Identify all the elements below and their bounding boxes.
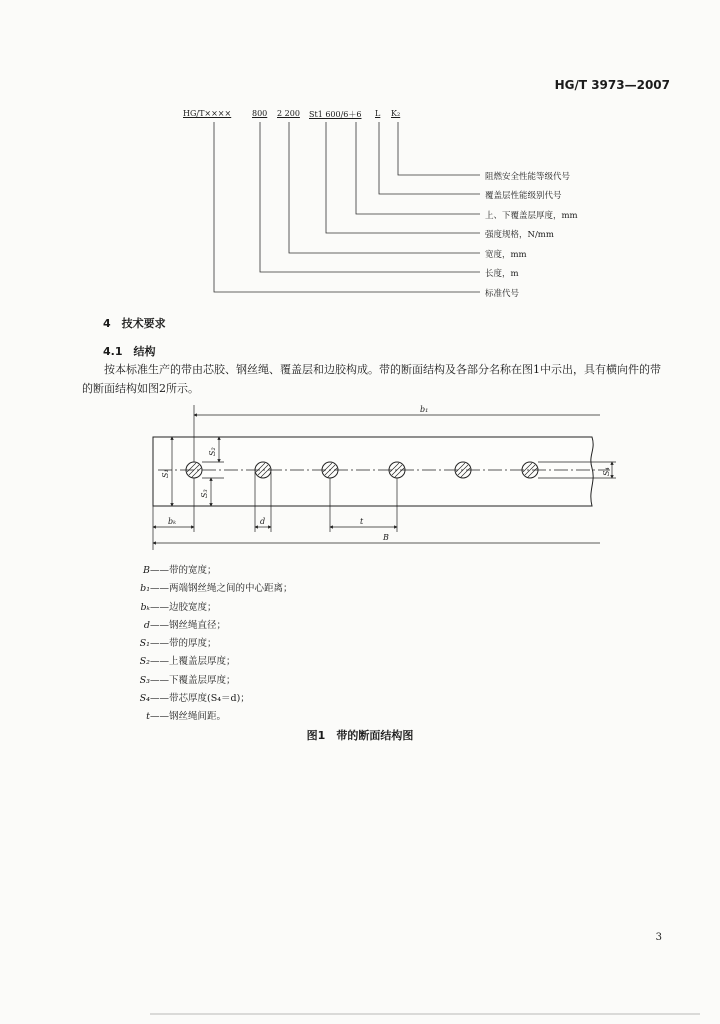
dim-t: t: [360, 517, 364, 526]
definition-item: t——钢丝绳间距。: [146, 711, 227, 723]
figure-caption: 图1 带的断面结构图: [306, 729, 414, 742]
code-standard: HG/T××××: [183, 109, 232, 118]
section-4-1-paragraph: 按本标准生产的带由芯胶、钢丝绳、覆盖层和边胶构成。带的断面结构及各部分名称在图1中示出，具有横向件的带的断面结构如图2所示。: [82, 363, 661, 395]
section-4-title: 4 技术要求: [103, 317, 166, 330]
code-flame-level: K₂: [391, 109, 401, 118]
dim-bk: bₖ: [168, 517, 177, 526]
dim-d: d: [260, 517, 266, 526]
dim-s1: S₁: [161, 469, 170, 478]
dim-s4: S₄: [602, 467, 611, 476]
label-length: 长度，m: [485, 269, 519, 279]
standard-number: HG/T 3973—2007: [554, 78, 670, 92]
code-length: 800: [252, 109, 268, 118]
label-standard-code: 标准代号: [485, 289, 520, 299]
section-4-1-title: 4.1 结构: [103, 345, 156, 358]
label-cover-thickness: 上、下覆盖层厚度，mm: [485, 211, 578, 221]
definition-item: d——钢丝绳直径；: [143, 619, 227, 631]
definition-item: b₁——两端钢丝绳之间的中心距离；: [140, 583, 293, 595]
dim-b1: b₁: [420, 405, 429, 414]
code-strength: St1 600/6＋6: [309, 110, 362, 119]
definition-item: bₖ——边胶宽度；: [140, 601, 217, 613]
label-cover-grade: 覆盖层性能级别代号: [485, 191, 562, 201]
label-width: 宽度，mm: [485, 250, 527, 260]
definition-item: S₂——上覆盖层厚度；: [139, 656, 236, 668]
dim-B: B: [383, 533, 389, 542]
dim-s3: S₃: [200, 489, 209, 498]
code-cover-level: L: [375, 109, 381, 118]
page-number: 3: [655, 932, 662, 943]
code-width: 2 200: [277, 109, 300, 118]
dim-s2: S₂: [208, 447, 217, 456]
definition-item: S₃——下覆盖层厚度；: [139, 674, 236, 686]
label-flame-retardant: 阻燃安全性能等级代号: [485, 172, 571, 182]
definition-item: S₁——带的厚度；: [139, 638, 217, 650]
definition-item: B——带的宽度；: [143, 565, 217, 576]
definition-item: S₄——带芯厚度(S₄＝d)；: [139, 693, 250, 705]
label-strength: 强度规格，N/mm: [485, 230, 554, 240]
